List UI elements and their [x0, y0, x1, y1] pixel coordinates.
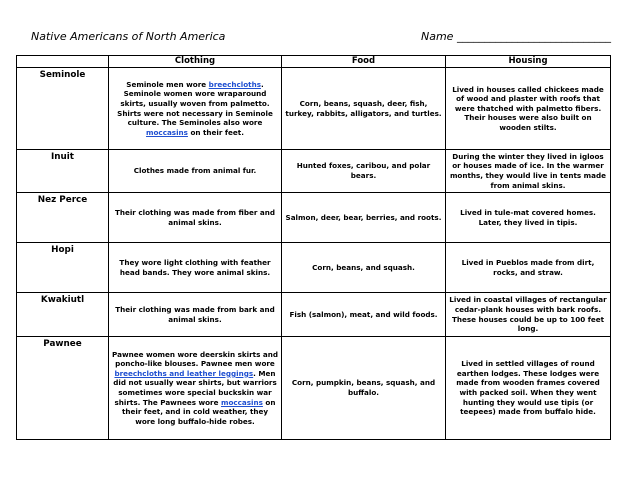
glossary-link[interactable]: moccasins	[146, 127, 188, 137]
table-row	[17, 193, 611, 243]
housing-cell: Lived in tule-mat covered homes. Later, they lived in tipis.	[446, 193, 611, 243]
native-americans-table	[16, 55, 611, 440]
glossary-link[interactable]: moccasins	[220, 397, 263, 407]
clothing-text: . Men did not usually wear shirts, but warriors sometimes wore special buckskin war shirts. The Pawnees wore	[113, 368, 277, 407]
column-header-tribe	[17, 56, 109, 68]
clothing-text: . Seminole women wore wraparound skirts, usually woven from palmetto. Shirts were not necessary in Seminole culture. The Seminoles also wore	[117, 79, 273, 128]
food-cell: Corn, beans, squash, deer, fish, turkey, rabbits, alligators, and turtles.	[282, 68, 446, 150]
table-header-row	[17, 56, 611, 68]
glossary-link[interactable]: breechcloths	[208, 79, 261, 89]
table-row	[17, 337, 611, 440]
worksheet-title: Native Americans of North America	[31, 30, 226, 43]
column-header-food: Food	[282, 56, 446, 68]
food-cell: Salmon, deer, bear, berries, and roots.	[282, 193, 446, 243]
clothing-cell	[109, 293, 282, 337]
table-row	[17, 243, 611, 293]
tribe-name-cell: Kwakiutl	[17, 293, 109, 337]
food-cell: Corn, pumpkin, beans, squash, and buffalo.	[282, 337, 446, 440]
housing-cell: During the winter they lived in igloos or houses made of ice. In the warmer months, they would live in tents made from animal skins.	[446, 150, 611, 193]
food-cell: Fish (salmon), meat, and wild foods.	[282, 293, 446, 337]
clothing-cell	[109, 150, 282, 193]
name-field-label: Name ____________________________	[421, 30, 611, 43]
column-header-clothing: Clothing	[109, 56, 282, 68]
tribe-name-cell: Seminole	[17, 68, 109, 150]
clothing-text: on their feet.	[187, 127, 244, 137]
column-header-housing: Housing	[446, 56, 611, 68]
tribe-name-cell: Nez Perce	[17, 193, 109, 243]
clothing-text: Clothes made from animal fur.	[133, 166, 257, 176]
clothing-text: Their clothing was made from bark and animal skins.	[115, 304, 275, 324]
clothing-cell	[109, 337, 282, 440]
clothing-text: Pawnee women wore deerskin skirts and poncho-like blouses. Pawnee men wore	[112, 349, 278, 369]
tribe-name-cell: Inuit	[17, 150, 109, 193]
tribe-name-cell: Pawnee	[17, 337, 109, 440]
glossary-link[interactable]: breechcloths and leather leggings	[114, 368, 254, 378]
food-cell: Hunted foxes, caribou, and polar bears.	[282, 150, 446, 193]
clothing-text: Their clothing was made from fiber and animal skins.	[114, 207, 276, 227]
clothing-text: on their feet, and in cold weather, they wore long buffalo-hide robes.	[121, 397, 276, 426]
tribe-name-cell: Hopi	[17, 243, 109, 293]
housing-cell: Lived in houses called chickees made of wood and plaster with roofs that were thatched with palmetto fibers. Their houses were also built on wooden stilts.	[446, 68, 611, 150]
clothing-text: Seminole men wore	[126, 79, 209, 89]
clothing-cell	[109, 193, 282, 243]
housing-cell: Lived in coastal villages of rectangular cedar-plank houses with bark roofs. These houses could be up to 100 feet long.	[446, 293, 611, 337]
clothing-text: They wore light clothing with feather head bands. They wore animal skins.	[119, 257, 271, 277]
housing-cell: Lived in settled villages of round earthen lodges. These lodges were made from wooden frames covered with packed soil. When they went hunting they would use tipis (or teepees) made from buffalo hide.	[446, 337, 611, 440]
housing-cell: Lived in Pueblos made from dirt, rocks, and straw.	[446, 243, 611, 293]
table-row	[17, 293, 611, 337]
food-cell: Corn, beans, and squash.	[282, 243, 446, 293]
table-row	[17, 150, 611, 193]
clothing-cell	[109, 243, 282, 293]
table-row	[17, 68, 611, 150]
clothing-cell	[109, 68, 282, 150]
